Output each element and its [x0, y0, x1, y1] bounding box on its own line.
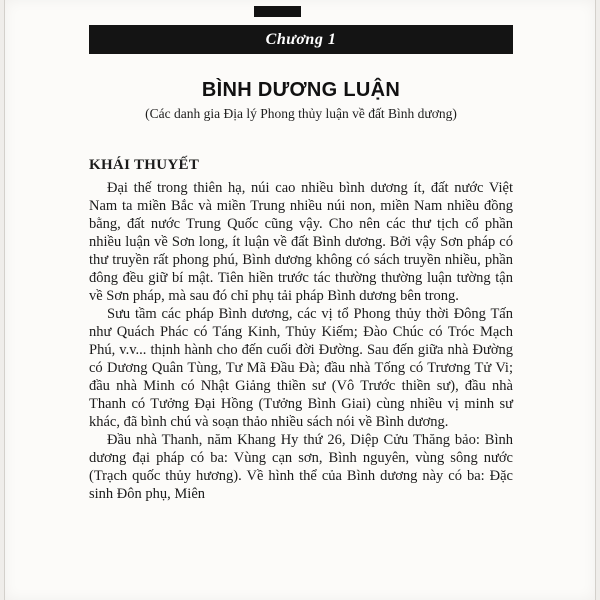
paragraph: Sưu tầm các pháp Bình dương, các vị tổ Phong thủy thời Đông Tấn như Quách Phác có Táng Kinh, Thủy Kiếm; Đào Chúc có Tróc Mạch Phú, v.v... thịnh hành cho đến cuối đời Đường. Sau đến giữa nhà Đường có Dương Quân Tùng, Tư Mã Đầu Đà; đầu nhà Tống có Trương Tử Vi; đầu nhà Minh có Nhật Giảng thiền sư (Vô Trước thiền sư), đầu nhà Thanh có Tưởng Đại Hồng (Tưởng Bình Giai) cùng nhiều vị minh sư khác, đã bình chú và soạn thảo nhiều sách nói về Bình dương.	[89, 306, 513, 430]
page-title: BÌNH DƯƠNG LUẬN	[201, 79, 401, 101]
page-surface	[4, 0, 596, 600]
paragraph: Đại thế trong thiên hạ, núi cao nhiều bình dương ít, đất nước Việt Nam ta miền Bắc và miền Trung nhiều núi non, miền Nam nhiều đồng bằng, đất nước Trung Quốc cũng vậy. Cho nên các thư tịch cổ phần nhiều luận về Sơn long, ít luận về đất Bình dương. Bởi vậy Sơn pháp có thư truyền rất phong phú, Bình dương không có sách truyền nhiều, phần đông đều giữ bí mật. Tiên hiền trước tác thường thường luận tường tận về Sơn pháp, mà sau đó chỉ phụ tải pháp Bình dương bên trong.	[89, 180, 513, 304]
page-subtitle: (Các danh gia Địa lý Phong thủy luận về đất Bình dương)	[145, 106, 457, 121]
section-heading: KHÁI THUYẾT	[89, 157, 200, 173]
chapter-label: Chương 1	[265, 30, 337, 48]
body-text	[89, 179, 513, 503]
page-content	[89, 0, 513, 503]
paragraph: Đầu nhà Thanh, năm Khang Hy thứ 26, Diệp Cửu Thăng bảo: Bình dương đại pháp có ba: Vùng cạn sơn, Bình nguyên, vùng sông nước (Trạch quốc thủy hương). Về hình thể của Bình dương này có ba: Đặc sinh Đôn phụ, Miên	[89, 432, 513, 502]
chapter-header-bar	[89, 25, 513, 54]
